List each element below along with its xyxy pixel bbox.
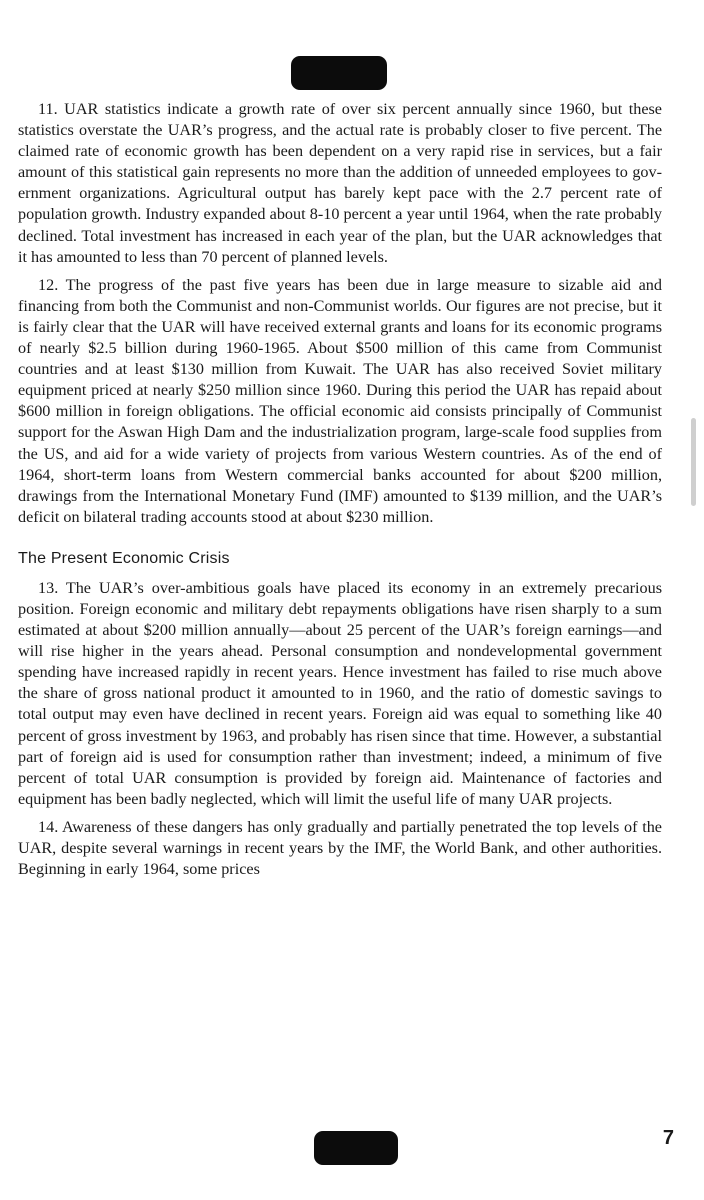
paragraph-14: 14. Awareness of these dangers has only gradually and partially penetrated the top levels of the UAR, despite several warnings in recent years by the IMF, the World Bank, and other authorities. Beginning in early 1964, some prices	[18, 817, 662, 879]
page-number: 7	[662, 1127, 674, 1149]
scrollbar-thumb[interactable]	[691, 418, 696, 506]
document-body	[18, 99, 662, 887]
redaction-block-top	[291, 56, 387, 90]
section-heading: The Present Economic Crisis	[18, 549, 230, 567]
paragraph-11: 11. UAR statistics indicate a growth rate of over six percent annually since 1960, but these statistics overstate the UAR’s progress, and the actual rate is probably closer to five percent. The claimed rate of economic growth has been dependent on a very rapid rise in services, but a fair amount of this statistical gain represents no more than the addition of unneeded employees to government organizations. Agricultural output has barely kept pace with the 2.7 percent rate of population growth. Industry expanded about 8-10 percent a year until 1964, when the rate probably declined. Total investment has increased in each year of the plan, but the UAR acknowledges that it has amounted to less than 70 percent of planned levels.	[18, 100, 662, 266]
paragraph-12: 12. The progress of the past five years has been due in large measure to sizable aid and financing from both the Communist and non-Communist worlds. Our figures are not precise, but it is fairly clear that the UAR will have received external grants and loans for its economic programs of nearly $2.5 billion during 1960-1965. About $500 million of this came from Communist countries and at least $130 million from Kuwait. The UAR has also received Soviet military equipment priced at nearly $250 million since 1960. During this period the UAR has repaid about $600 million in foreign obligations. The official economic aid consists principally of Communist support for the Aswan High Dam and the industrialization program, large-scale food supplies from the US, and aid for a wide variety of projects from various Western countries. As of the end of 1964, short-term loans from Western commercial banks accounted for about $200 million, drawings from the International Monetary Fund (IMF) amounted to $139 million, and the UAR’s deficit on bilateral trading accounts stood at about $230 million.	[18, 275, 662, 526]
redaction-block-bottom	[314, 1131, 398, 1165]
paragraph-13: 13. The UAR’s over-ambitious goals have placed its economy in an extremely precarious position. Foreign economic and military debt repayments obligations have risen sharply to a sum estimated at about $200 million annually—about 25 percent of the UAR’s foreign earnings—and will rise higher in the years ahead. Personal consumption and nondevelopmental government spending have increased rapidly in recent years. Hence investment has failed to rise much above the share of gross national product it amounted to in 1960, and the ratio of domestic savings to total output may even have declined in recent years. Foreign aid was equal to something like 40 percent of gross investment by 1963, and probably has risen since that time. However, a substantial part of foreign aid is used for consumption rather than investment; indeed, a minimum of five percent of total UAR consumption is provided by foreign aid. Maintenance of factories and equipment has been badly neglected, which will limit the useful life of many UAR projects.	[18, 578, 662, 808]
